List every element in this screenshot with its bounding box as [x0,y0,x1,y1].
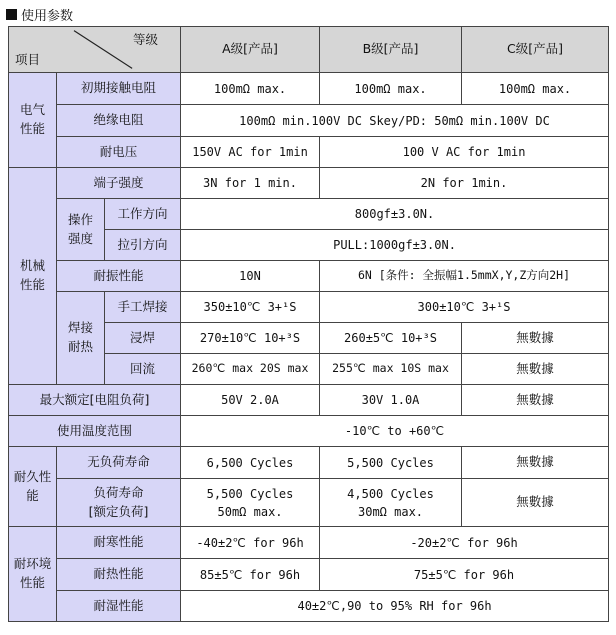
cell-all: -10℃ to +60℃ [181,416,609,447]
cell-a: 10N [181,261,320,292]
row-label: 浸焊 [105,323,181,354]
spec-table [8,26,609,622]
cell-bc: 300±10℃ 3+¹S [320,292,609,323]
cell-a: 85±5℃ for 96h [181,559,320,591]
row-label: 耐热性能 [57,559,181,591]
table-row [9,385,609,416]
row-label: 手工焊接 [105,292,181,323]
cell-all: PULL:1000gf±3.0N. [181,230,609,261]
cell-a: 260℃ max 20S max [181,354,320,385]
table-row [9,73,609,105]
section-title-text: 使用参数 [21,8,74,24]
row-label: 拉引方向 [105,230,181,261]
row-label: 耐电压 [57,137,181,168]
cell-b: 100mΩ max. [320,73,462,105]
group-durability: 耐久性 能 [9,447,57,527]
subgroup-operation: 操作 强度 [57,199,105,261]
cell-all: 40±2℃,90 to 95% RH for 96h [181,591,609,622]
row-label: 负荷寿命 [额定负荷] [57,479,181,527]
cell-all: 800gf±3.0N. [181,199,609,230]
group-mechanical: 机械 性能 [9,168,57,385]
table-row [9,261,609,292]
row-label: 最大额定[电阻负荷] [9,385,181,416]
cell-b: 260±5℃ 10+³S [320,323,462,354]
col-header-a: A级[产品] [181,27,320,73]
col-header-b: B级[产品] [320,27,462,73]
cell-a: -40±2℃ for 96h [181,527,320,559]
cell-a: 3N for 1 min. [181,168,320,199]
row-label: 初期接触电阻 [57,73,181,105]
row-label: 回流 [105,354,181,385]
table-row [9,479,609,527]
row-label: 工作方向 [105,199,181,230]
cell-bc: 2N for 1min. [320,168,609,199]
cell-a: 50V 2.0A [181,385,320,416]
table-row [9,137,609,168]
corner-grade-label: 等级 [133,32,159,47]
subgroup-soldering: 焊接 耐热 [57,292,105,385]
corner-item-label: 项目 [15,52,41,68]
row-label: 耐湿性能 [57,591,181,622]
cell-all: 100mΩ min.100V DC Skey/PD: 50mΩ min.100V DC [181,105,609,137]
corner-header-cell [9,27,181,73]
cell-c: 無數據 [462,354,609,385]
cell-b: 255℃ max 10S max [320,354,462,385]
cell-bc: 100 V AC for 1min [320,137,609,168]
table-row [9,591,609,622]
cell-a: 5,500 Cycles 50mΩ max. [181,479,320,527]
section-title [6,4,73,24]
cell-c: 無數據 [462,479,609,527]
row-label: 耐寒性能 [57,527,181,559]
table-row [9,199,609,230]
cell-a: 270±10℃ 10+³S [181,323,320,354]
cell-a: 6,500 Cycles [181,447,320,479]
row-label: 无负荷寿命 [57,447,181,479]
row-label: 端子强度 [57,168,181,199]
table-row [9,292,609,323]
cell-a: 350±10℃ 3+¹S [181,292,320,323]
row-label: 耐振性能 [57,261,181,292]
table-row [9,559,609,591]
cell-c: 無數據 [462,447,609,479]
cell-c: 100mΩ max. [462,73,609,105]
group-environment: 耐环境 性能 [9,527,57,622]
table-row [9,447,609,479]
col-header-c: C级[产品] [462,27,609,73]
cell-bc: -20±2℃ for 96h [320,527,609,559]
cell-b: 4,500 Cycles 30mΩ max. [320,479,462,527]
table-row [9,168,609,199]
cell-bc: 6N [条件: 全振幅1.5mmX,Y,Z方向2H] [320,261,609,292]
table-row [9,527,609,559]
cell-a: 100mΩ max. [181,73,320,105]
row-label: 绝缘电阻 [57,105,181,137]
table-row [9,416,609,447]
cell-a: 150V AC for 1min [181,137,320,168]
table-row [9,105,609,137]
cell-b: 30V 1.0A [320,385,462,416]
group-electrical: 电气 性能 [9,73,57,168]
cell-bc: 75±5℃ for 96h [320,559,609,591]
black-square-icon [6,9,17,20]
cell-c: 無數據 [462,385,609,416]
header-row [9,27,609,73]
row-label: 使用温度范围 [9,416,181,447]
cell-b: 5,500 Cycles [320,447,462,479]
cell-c: 無數據 [462,323,609,354]
